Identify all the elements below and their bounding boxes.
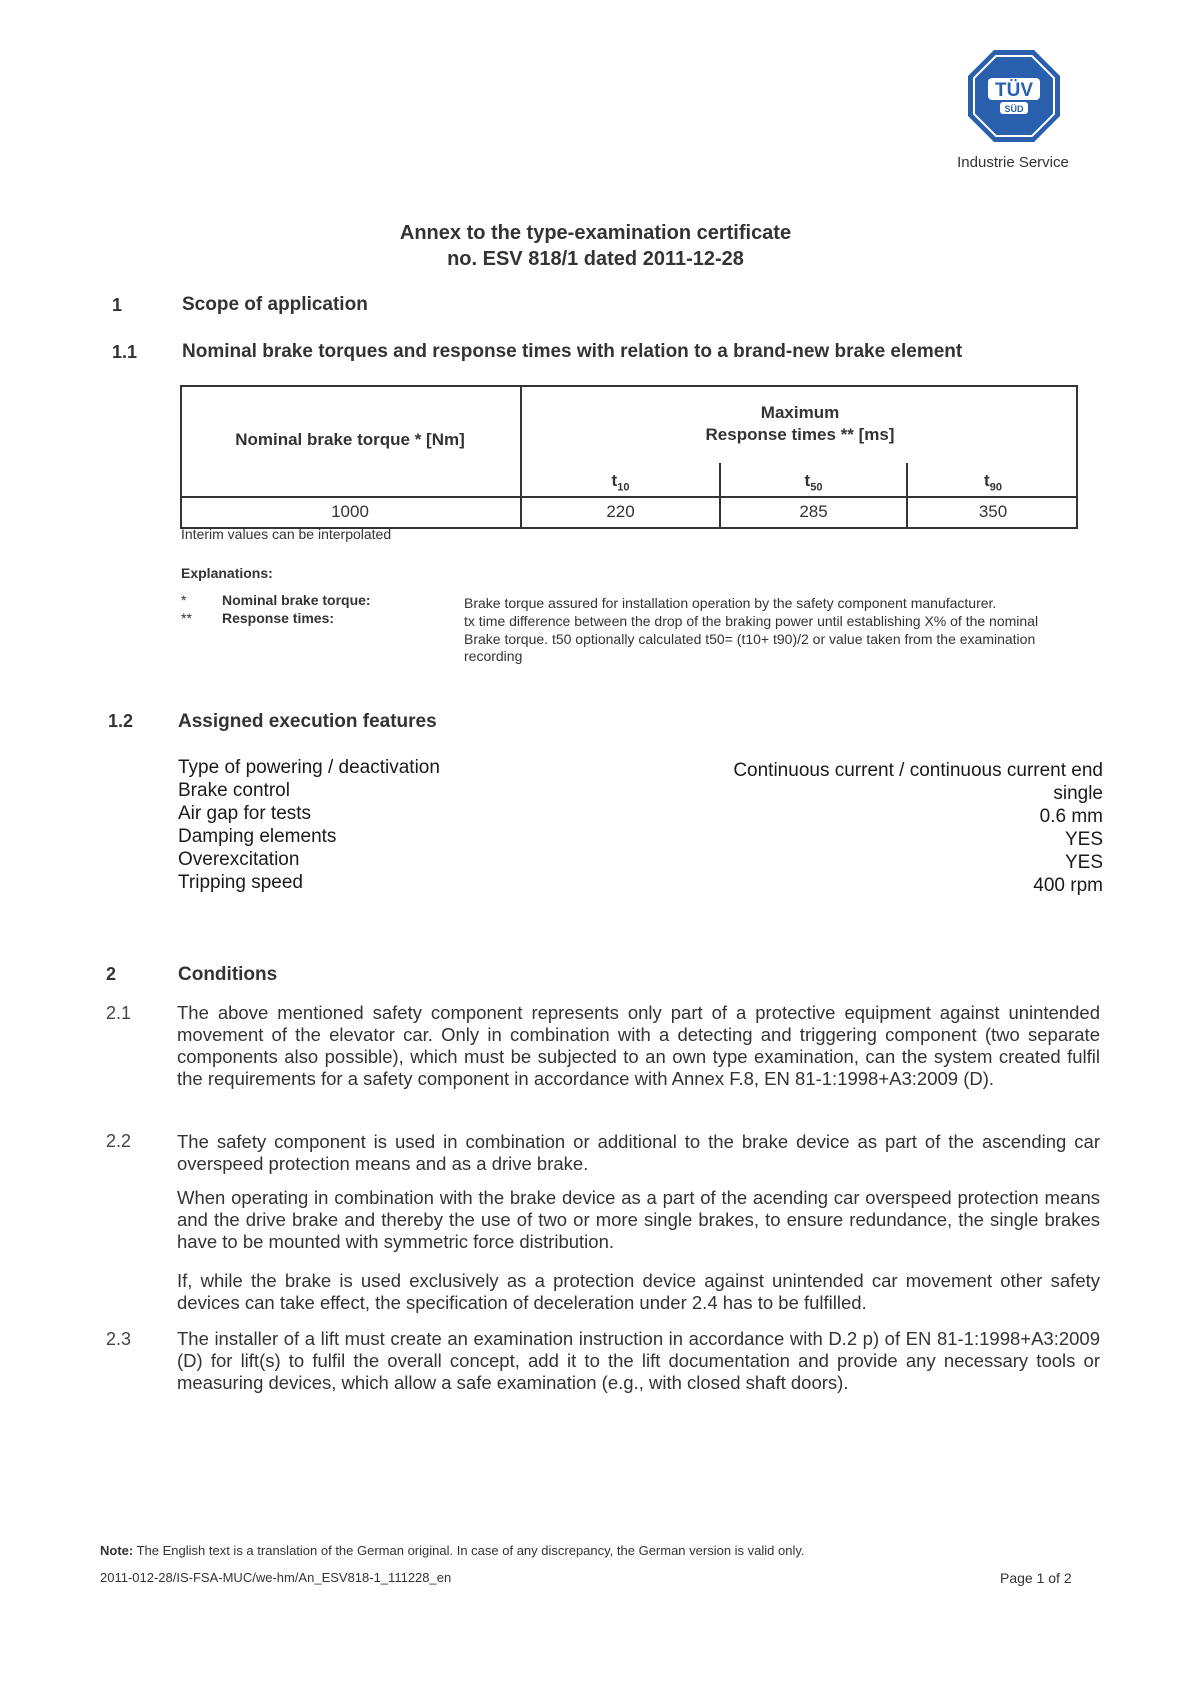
feature-row <box>178 849 1103 872</box>
para-2-2-number: 2.2 <box>106 1131 132 1151</box>
feature-label: Type of powering / deactivation <box>178 757 440 778</box>
tuv-sud-octagon-icon <box>966 48 1062 144</box>
feature-value: 0.6 mm <box>1039 806 1103 827</box>
section-1-2-title: Assigned execution features <box>178 711 437 732</box>
section-2-title: Conditions <box>178 964 278 985</box>
header-t90: $t_{90}$ <box>984 471 1002 494</box>
header-nominal-torque: Nominal brake torque * [Nm] <box>235 430 465 449</box>
cell-t10: 220 <box>606 502 635 521</box>
feature-row <box>178 826 1103 849</box>
footer-reference: 2011-012-28/IS-FSA-MUC/we-hm/An_ESV818-1_111228_en <box>100 1570 452 1585</box>
footer-note-label: Note: <box>100 1543 134 1558</box>
explanation-text-response-2: Brake torque. t50 optionally calculated t50= (t10+ t90)/2 or value taken from the examination <box>464 631 1036 647</box>
doc-title-line1: Annex to the type-examination certificate <box>399 222 792 244</box>
feature-row <box>178 780 1103 803</box>
explanations-heading: Explanations: <box>181 565 273 581</box>
feature-row <box>178 757 1103 780</box>
section-1-number: 1 <box>112 295 123 315</box>
explanation-text-torque: Brake torque assured for installation operation by the safety component manufacturer. <box>464 595 997 611</box>
feature-value: YES <box>1064 852 1103 873</box>
tuv-sud-logo <box>966 48 1062 144</box>
para-2-2-text-a: The safety component is used in combination or additional to the brake device as part of the ascending car overspeed protection means and as a drive brake. <box>177 1131 1100 1174</box>
feature-value: 400 rpm <box>1033 875 1103 896</box>
brake-torque-table <box>180 385 1078 528</box>
para-2-1-number: 2.1 <box>106 1003 132 1023</box>
feature-value: single <box>1053 783 1103 804</box>
logo-brand-text: TÜV <box>995 80 1033 101</box>
section-1-2-number: 1.2 <box>108 711 134 731</box>
header-maximum: Maximum <box>760 403 840 422</box>
section-1-1-title: Nominal brake torques and response times with relation to a brand-new brake element <box>182 341 963 362</box>
section-2-number: 2 <box>106 964 117 984</box>
cell-torque: 1000 <box>331 502 369 521</box>
feature-label: Damping elements <box>178 826 337 847</box>
feature-row <box>178 872 1103 895</box>
footer-note-text: The English text is a translation of the German original. In case of any discrepancy, the German version is valid only. <box>136 1543 805 1558</box>
cell-t90: 350 <box>978 502 1008 521</box>
feature-label: Air gap for tests <box>178 803 312 824</box>
section-1-1-number: 1.1 <box>112 342 138 362</box>
features-list <box>178 757 1103 895</box>
feature-row <box>178 803 1103 826</box>
para-2-1-text: The above mentioned safety component represents only part of a protective equipment against unintended movement of the elevator car. Only in combination with a detecting and triggering component (two separate components also possible), which must be subjected to an own type examination, can the system created fulfil the requirements for a safety component in accordance with Annex F.8, EN 81-1:1998+A3:2009 (D). <box>177 1002 1100 1089</box>
feature-value: YES <box>1064 829 1103 850</box>
explanation-label-response: Response times: <box>222 610 335 626</box>
logo-caption: Industrie Service <box>957 154 1069 171</box>
logo-sub-text: SÜD <box>1004 104 1024 114</box>
header-t10: $t_{10}$ <box>611 471 630 494</box>
feature-label: Tripping speed <box>178 872 303 893</box>
cell-t50: 285 <box>799 502 828 521</box>
header-t50: $t_{50}$ <box>804 471 823 494</box>
interim-note: Interim values can be interpolated <box>181 526 392 542</box>
para-2-2-text-c: If, while the brake is used exclusively as a protection device against unintended car movement other safety devices can take effect, the specification of deceleration under 2.4 has to be fulfilled. <box>177 1270 1100 1313</box>
footer-note <box>100 1543 805 1558</box>
doc-title-line2: no. ESV 818/1 dated 2011-12-28 <box>447 248 744 270</box>
section-1-title: Scope of application <box>182 294 368 315</box>
explanation-text-response-1: tx time difference between the drop of the braking power until establishing X% of the nominal <box>464 613 1039 629</box>
feature-label: Brake control <box>178 780 290 801</box>
explanation-text-response-3: recording <box>464 648 523 664</box>
feature-label: Overexcitation <box>178 849 300 870</box>
page-number: Page 1 of 2 <box>1000 1570 1072 1586</box>
header-response-times: Response times ** [ms] <box>705 425 895 444</box>
para-2-3-text: The installer of a lift must create an examination instruction in accordance with D.2 p) of EN 81-1:1998+A3:2009 (D) for lift(s) to fulfil the overall concept, add it to the lift documentation and provide any necessary tools or measuring devices, which allow a safe examination (e.g., with closed shaft doors). <box>177 1328 1100 1393</box>
para-2-3-number: 2.3 <box>106 1329 132 1349</box>
feature-value: Continuous current / continuous current end <box>733 760 1103 781</box>
explanation-star-1: * <box>181 592 187 608</box>
explanation-star-2: ** <box>181 610 192 626</box>
para-2-2-text-b: When operating in combination with the brake device as a part of the acending car overspeed protection means and the drive brake and thereby the use of two or more single brakes, to ensure redundance, the single brakes have to be mounted with symmetric force distribution. <box>177 1187 1100 1252</box>
explanation-label-torque: Nominal brake torque: <box>222 592 371 608</box>
